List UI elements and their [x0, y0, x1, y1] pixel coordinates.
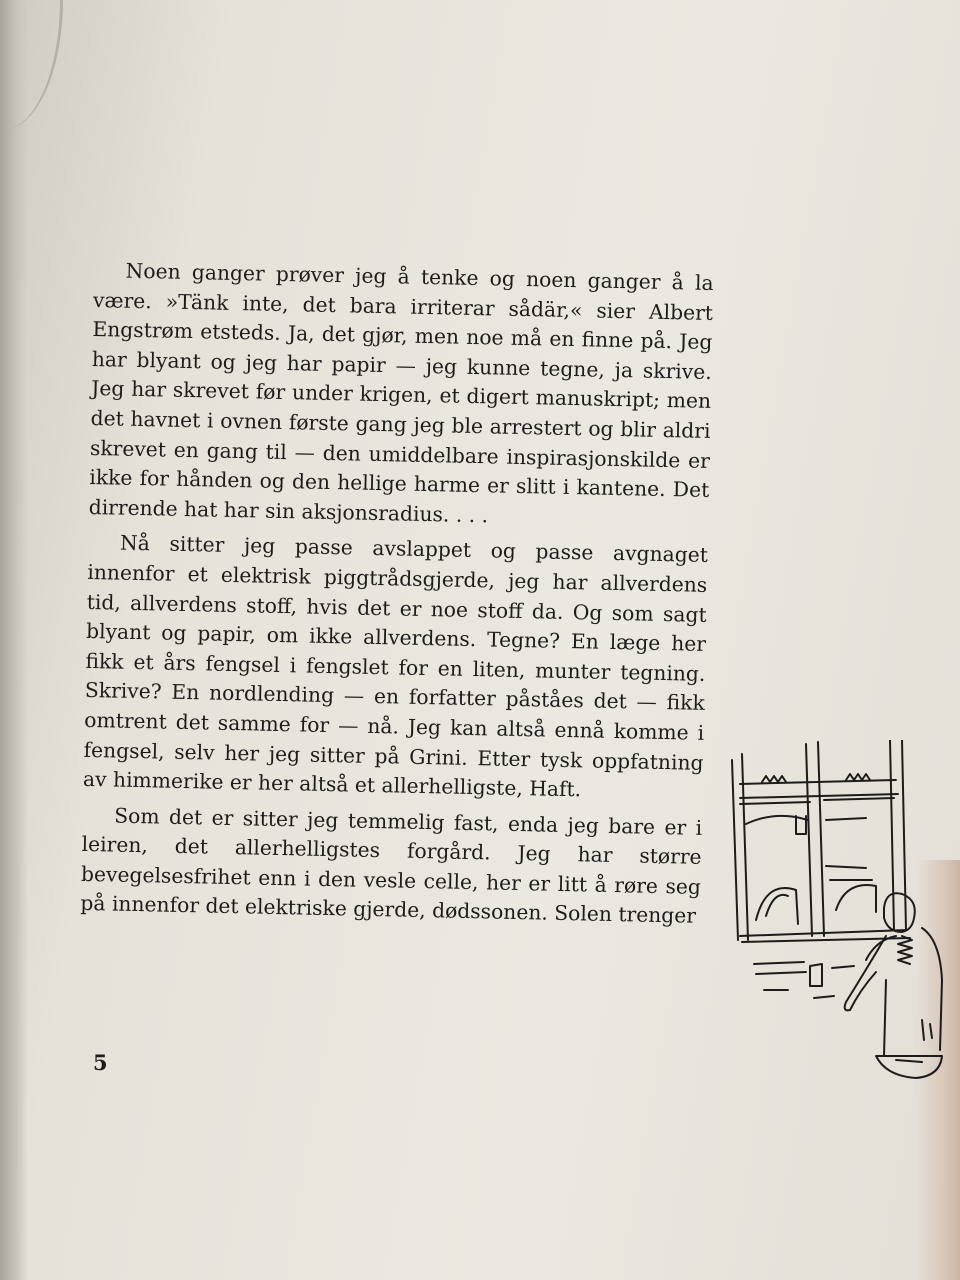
window-sketch-illustration	[726, 740, 960, 1090]
paragraph-1: Noen ganger prøver jeg å tenke og noen ganger å la være. »Tänk inte, det bara irriterar sådär,« sier Albert Engstrøm etsteds. Ja, det gjør, men noe må en finne på. Jeg har blyant og jeg har papir — jeg kunne tegne, ja skrive. Jeg har skrevet før under krigen, et digert manuskript; men det havnet i ovnen første gang jeg ble arrestert og blir aldri skrevet en gang til — den umiddelbare inspirasjonskilde er ikke for hånden og den hellige harme er slitt i kantene. Det dirrende hat har sin aksjonsradius. . . .	[88, 258, 714, 528]
page-number: 5	[93, 1050, 108, 1075]
paragraph-2: Nå sitter jeg passe avslappet og passe avgnaget innenfor et elektrisk piggtrådsgjerde, jeg har allverdens tid, allverdens stoff, hvis det er noe stoff da. Og som sagt blyant og papir, om ikke allverdens. Tegne? En læge her fikk et års fengsel i fengslet for en liten, munter tegning. Skrive? En nordlending — en forfatter påståes det — fikk omtrent det samme for — nå. Jeg kan altså ennå komme i fengsel, selv her jeg sitter på Grini. Etter tysk oppfatning av himmerike er her altså et allerhelligste, Haft.	[82, 530, 709, 802]
page-curl	[0, 0, 63, 130]
body-text	[80, 256, 714, 938]
paragraph-3: Som det er sitter jeg temmelig fast, enda jeg bare er i leiren, det allerhelligstes forgård. Jeg har større bevegelsesfrihet enn i den vesle celle, her er litt å røre seg på innenfor det elektriske gjerde, dødssonen. Solen trenger	[80, 803, 703, 929]
page-gutter-shadow	[0, 0, 28, 1280]
